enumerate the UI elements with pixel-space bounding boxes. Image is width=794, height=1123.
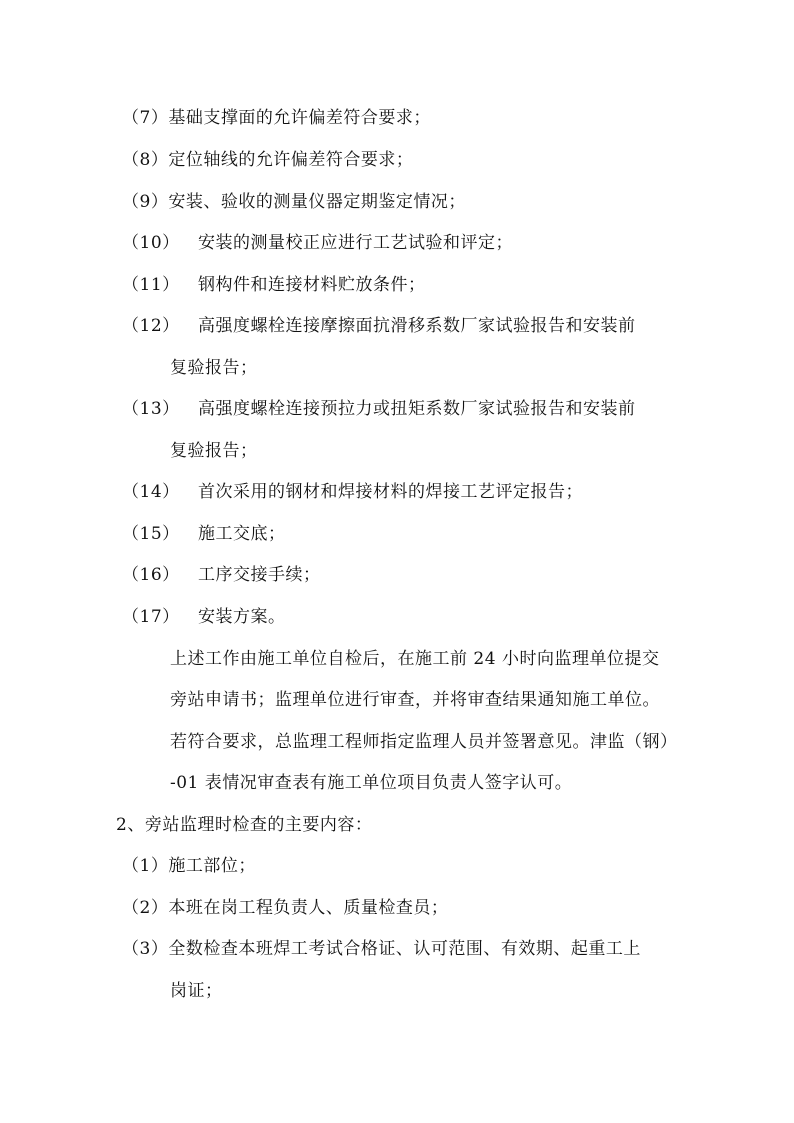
- list-item: [122, 897, 448, 919]
- list-item: [122, 938, 641, 960]
- item-number: （10）: [122, 233, 180, 253]
- item-text: 首次采用的钢材和焊接材料的焊接工艺评定报告；: [198, 482, 583, 502]
- item-number: （9）: [122, 192, 169, 212]
- item-text: 高强度螺栓连接预拉力或扭矩系数厂家试验报告和安装前: [198, 399, 636, 419]
- list-item: [122, 232, 513, 254]
- item-text: 施工交底；: [198, 524, 286, 544]
- item-number: （12）: [122, 316, 180, 336]
- paragraph-line: -01 表情况审查表有施工单位项目负责人签字认可。: [170, 773, 573, 793]
- list-item: [122, 564, 321, 586]
- list-item: [122, 191, 466, 213]
- item-text: 高强度螺栓连接摩擦面抗滑移系数厂家试验报告和安装前: [198, 316, 636, 336]
- list-item: [122, 107, 431, 129]
- list-item: [122, 481, 583, 503]
- item-text: 安装方案。: [198, 607, 286, 627]
- item-text: 全数检查本班焊工考试合格证、认可范围、有效期、起重工上: [168, 939, 641, 959]
- list-item: [122, 274, 426, 296]
- list-item-continuation: 复验报告；: [170, 441, 258, 461]
- item-text: 安装、验收的测量仪器定期鉴定情况；: [168, 192, 466, 212]
- item-number: （2）: [122, 898, 169, 918]
- item-text: 基础支撑面的允许偏差符合要求；: [168, 108, 431, 128]
- list-item: [122, 606, 286, 628]
- item-number: （16）: [122, 565, 180, 585]
- item-number: （3）: [122, 939, 169, 959]
- item-number: （1）: [122, 856, 169, 876]
- item-number: （14）: [122, 482, 180, 502]
- list-item-continuation: 复验报告；: [170, 358, 258, 378]
- list-item: [122, 315, 636, 337]
- item-text: 施工部位；: [168, 856, 256, 876]
- item-text: 定位轴线的允许偏差符合要求；: [168, 150, 414, 170]
- item-number: （13）: [122, 399, 180, 419]
- item-number: （11）: [122, 275, 180, 295]
- paragraph-line: 旁站申请书；监理单位进行审查，并将审查结果通知施工单位。: [170, 690, 660, 710]
- item-number: （15）: [122, 524, 180, 544]
- item-text: 钢构件和连接材料贮放条件；: [198, 275, 426, 295]
- list-item: [122, 523, 286, 545]
- paragraph-line: 上述工作由施工单位自检后，在施工前 24 小时向监理单位提交: [170, 649, 660, 669]
- item-number: （17）: [122, 607, 180, 627]
- item-text: 工序交接手续；: [198, 565, 321, 585]
- item-number: （8）: [122, 150, 169, 170]
- list-item-continuation: 岗证；: [170, 981, 223, 1001]
- list-item: [122, 855, 256, 877]
- paragraph-line: 若符合要求，总监理工程师指定监理人员并签署意见。津监（钢）: [170, 732, 678, 752]
- section-heading: 2、旁站监理时检查的主要内容：: [116, 815, 373, 835]
- list-item: [122, 398, 636, 420]
- item-text: 安装的测量校正应进行工艺试验和评定；: [198, 233, 513, 253]
- item-number: （7）: [122, 108, 169, 128]
- item-text: 本班在岗工程负责人、质量检查员；: [168, 898, 449, 918]
- list-item: [122, 149, 413, 171]
